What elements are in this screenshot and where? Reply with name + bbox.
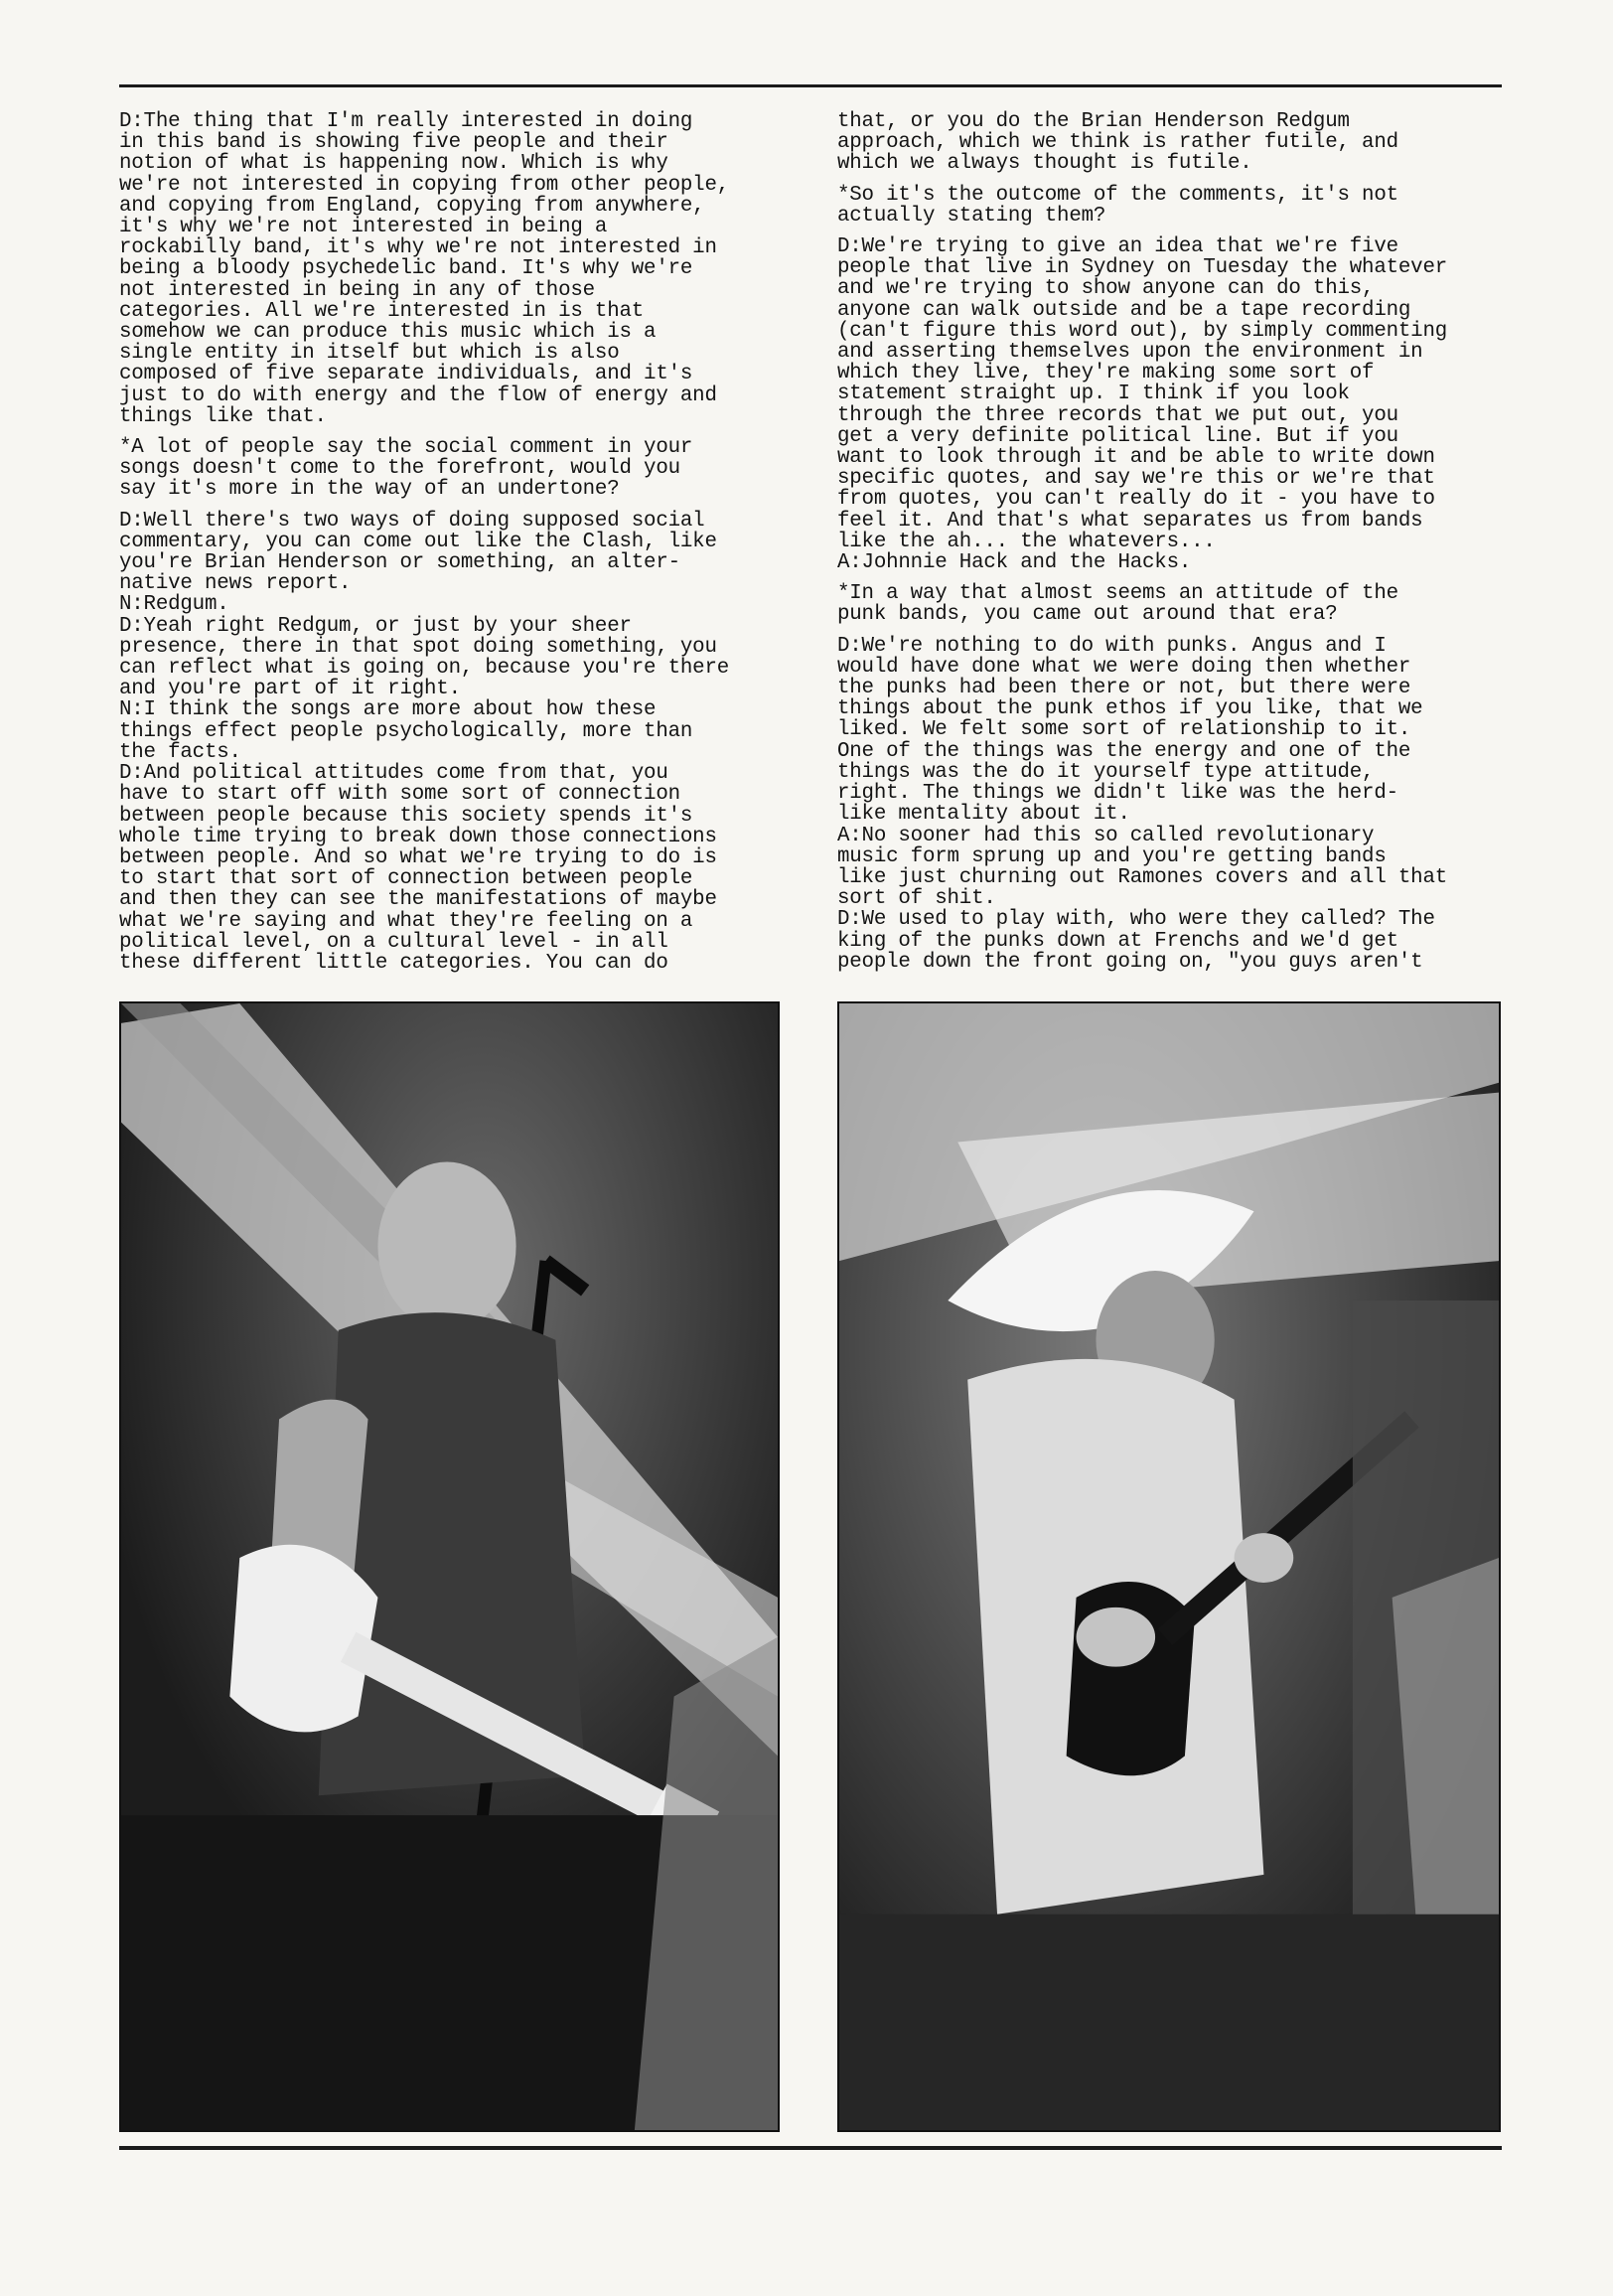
photo-guitarist [119,1001,780,2132]
top-rule [119,84,1502,87]
paragraph: *So it's the outcome of the comments, it's not actually stating them? [837,183,1398,228]
right-text-column [837,111,1498,983]
bottom-rule [119,2146,1502,2150]
photo-bassist [837,1001,1501,2132]
left-text-column [119,111,780,984]
paragraph: D:The thing that I'm really interested in doing in this band is showing five people and their notion of what is happening now. Which is why we're not interested in copying from other people, and copying from England, copying from anywhere, it's why we're not interested in being a rockabilly band, it's why we're not interested in being a bloody psychedelic band. It's why we're not interested in being in any of those categories. All we're interested in is that somehow we can produce this music which is a single entity in itself but which is also composed of five separate individuals, and it's just to do with energy and the flow of energy and things like that. [119,110,730,428]
paragraph: D:We're nothing to do with punks. Angus and I would have done what we were doing then whether the punks had been there or not, but there were things about the punk ethos if you like, that we liked. We felt some sort of relationship to it. One of the things was the energy and one of the things was the do it yourself type attitude, right. The things we didn't like was the herd- like mentality about it. A:No sooner had this so called revolutionary music form sprung up and you're getting bands like just churning out Ramones covers and all that sort of shit. D:We used to play with, who were they called? The king of the punks down at Frenchs and we'd get people down the front going on, "you guys aren't [837,634,1448,974]
paragraph: *In a way that almost seems an attitude of the punk bands, you came out around that era? [837,582,1398,627]
paragraph: D:We're trying to give an idea that we're five people that live in Sydney on Tuesday the whatever and we're trying to show anyone can do this, anyone can walk outside and be a tape recording (can't figure this word out), by simply commenting and asserting themselves upon the environment in which they live, they're making some sort of statement straight up. I think if you look through the three records that we put out, you get a very definite political line. But if you want to look through it and be able to write down specific quotes, and say we're this or we're that from quotes, you can't really do it - you have to feel it. And that's what separates us from bands like the ah... the whatevers... A:Johnnie Hack and the Hacks. [837,235,1448,575]
paragraph: *A lot of people say the social comment in your songs doesn't come to the forefront, would you say it's more in the way of an undertone? [119,436,693,502]
paragraph: that, or you do the Brian Henderson Redgum approach, which we think is rather futile, and which we always thought is futile. [837,110,1398,176]
paragraph: D:Well there's two ways of doing supposed social commentary, you can come out like the Clash, like you're Brian Henderson or something, an alter- native news report. N:Redgum. D:Yeah right Redgum, or just by your sheer presence, there in that spot doing something, you can reflect what is going on, because you're there and you're part of it right. N:I think the songs are more about how these things effect people psychologically, more than the facts. D:And political attitudes come from that, you have to start off with some sort of connection between people because this society spends it's whole time trying to break down those connections between people. And so what we're trying to do is to start that sort of connection between people and then they can see the manifestations of maybe what we're saying and what they're feeling on a political level, on a cultural level - in all these different little categories. You can do [119,509,730,975]
